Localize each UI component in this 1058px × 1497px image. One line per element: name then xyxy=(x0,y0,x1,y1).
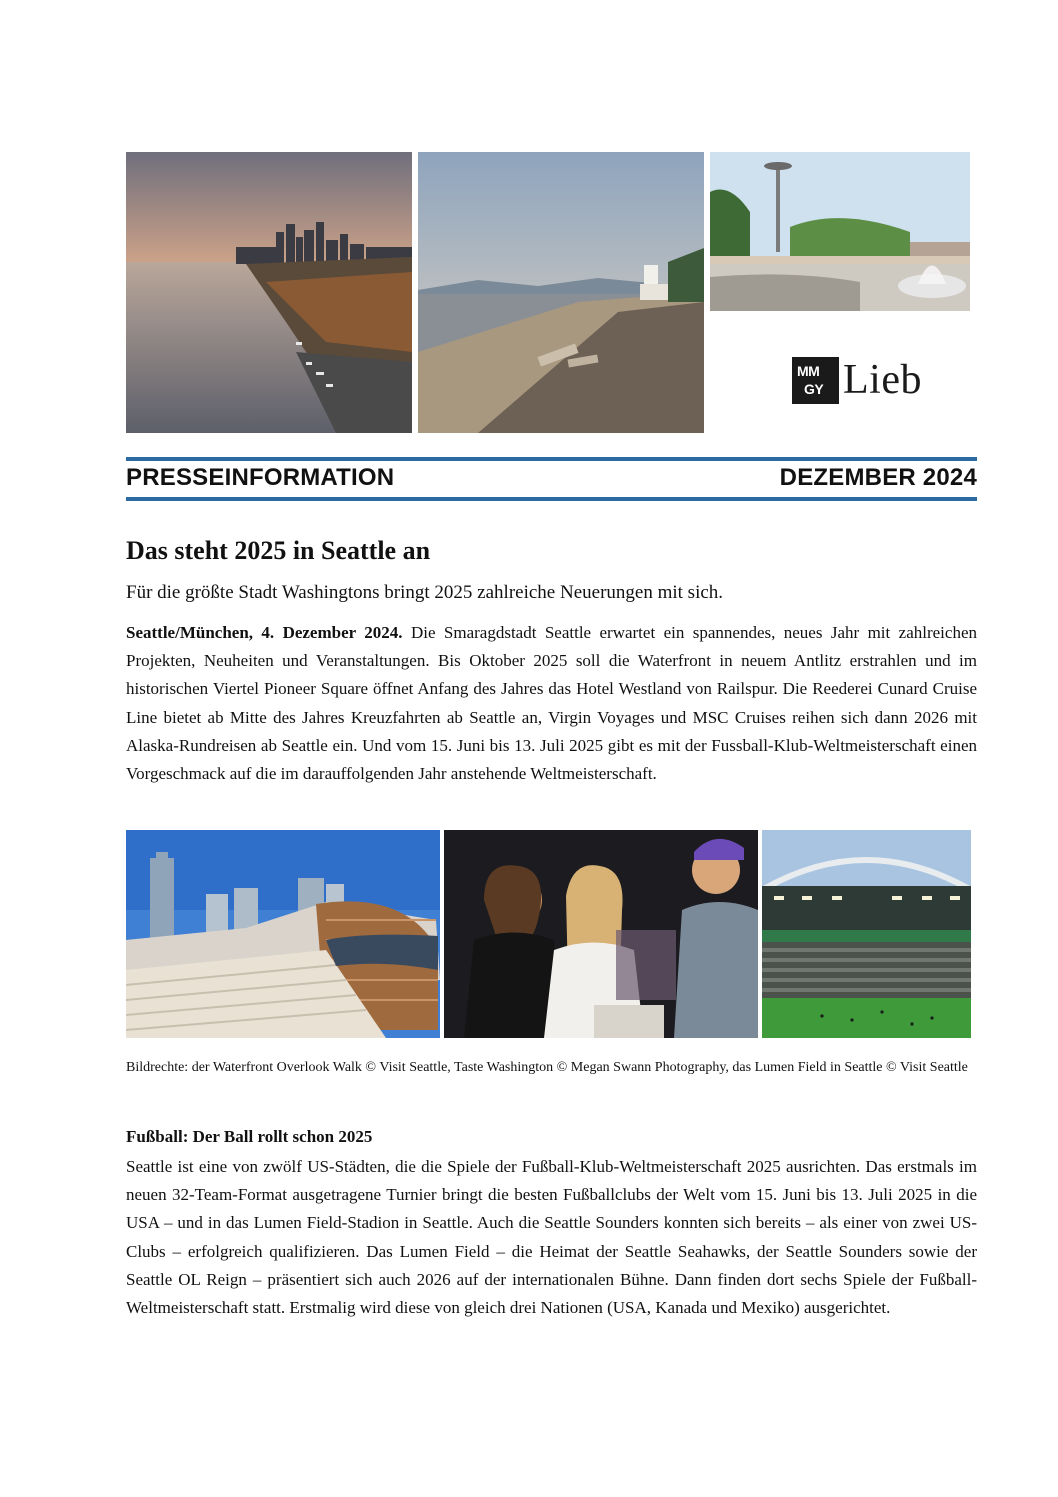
dateline: Seattle/München, 4. Dezember 2024. xyxy=(126,623,403,642)
lead-paragraph xyxy=(126,619,977,788)
mmgy-lieb-logo xyxy=(792,355,922,405)
header-label-presseinformation: PRESSEINFORMATION xyxy=(126,464,395,491)
logo-mark xyxy=(792,357,839,404)
photo-credits-caption: Bildrechte: der Waterfront Overlook Walk © Visit Seattle, Taste Washington © Megan Swann Photography, das Lumen Field in Seattle © Visit Seattle xyxy=(126,1060,968,1075)
photo-beach-lighthouse xyxy=(418,152,704,433)
article-subtitle: Für die größte Stadt Washingtons bringt 2025 zahlreiche Neuerungen mit sich. xyxy=(126,582,724,603)
article-title: Das steht 2025 in Seattle an xyxy=(126,536,431,565)
section-paragraph-fussball: Seattle ist eine von zwölf US-Städten, die die Spiele der Fußball-Klub-Weltmeisterschaft 2025 ausrichten. Das erstmals im neuen 32-Team-Format ausgetragene Turnier bringt die besten Fußballclubs der Welt vom 15. Juni bis 13. Juli 2025 in die USA – und in das Lumen Field-Stadion in Seattle. Auch die Seattle Sounders konnten sich bereits – als einer von zwei US-Clubs – erfolgreich qualifizieren. Das Lumen Field – die Heimat der Seattle Seahawks, der Seattle Sounders sowie der Seattle OL Reign – präsentiert sich auch 2026 auf der internationalen Bühne. Dann finden dort sechs Spiele der Fußball-Weltmeisterschaft statt. Erstmalig wird diese von gleich drei Nationen (USA, Kanada und Mexiko) ausgerichtet. xyxy=(126,1157,977,1318)
photo-taste-washington xyxy=(444,830,758,1038)
lead-text: Die Smaragdstadt Seattle erwartet ein spannendes, neues Jahr mit zahlreichen Projekten, Neuheiten und Veranstaltungen. Bis Oktober 2025 soll die Waterfront in neuem Antlitz erstrahlen und im historischen Viertel Pioneer Square öffnet Anfang des Jahres das Hotel Westland von Railspur. Die Reederei Cunard Cruise Line bietet ab Mitte des Jahres Kreuzfahrten ab Seattle an, Virgin Voyages und MSC Cruises reihen sich dann 2026 mit Alaska-Rundreisen ab Seattle ein. Und vom 15. Juni bis 13. Juli 2025 gibt es mit der Fussball-Klub-Weltmeisterschaft einen Vorgeschmack auf die im darauffolgenden Jahr anstehende Weltmeisterschaft. xyxy=(126,623,977,784)
logo-wordmark: Lieb xyxy=(843,357,922,403)
photo-waterfront-overlook-walk xyxy=(126,830,440,1038)
logo-mark-mm: MM xyxy=(797,362,820,379)
header-rule-bottom xyxy=(126,497,977,501)
photo-lumen-field-stadium xyxy=(762,830,971,1038)
header-label-date: DEZEMBER 2024 xyxy=(779,464,977,491)
photo-space-needle-fountain xyxy=(710,152,970,311)
section-title-fussball: Fußball: Der Ball rollt schon 2025 xyxy=(126,1127,373,1146)
header-rule-top xyxy=(126,457,977,461)
photo-seattle-skyline-lake xyxy=(126,152,412,433)
logo-mark-gy: GY xyxy=(804,380,824,397)
